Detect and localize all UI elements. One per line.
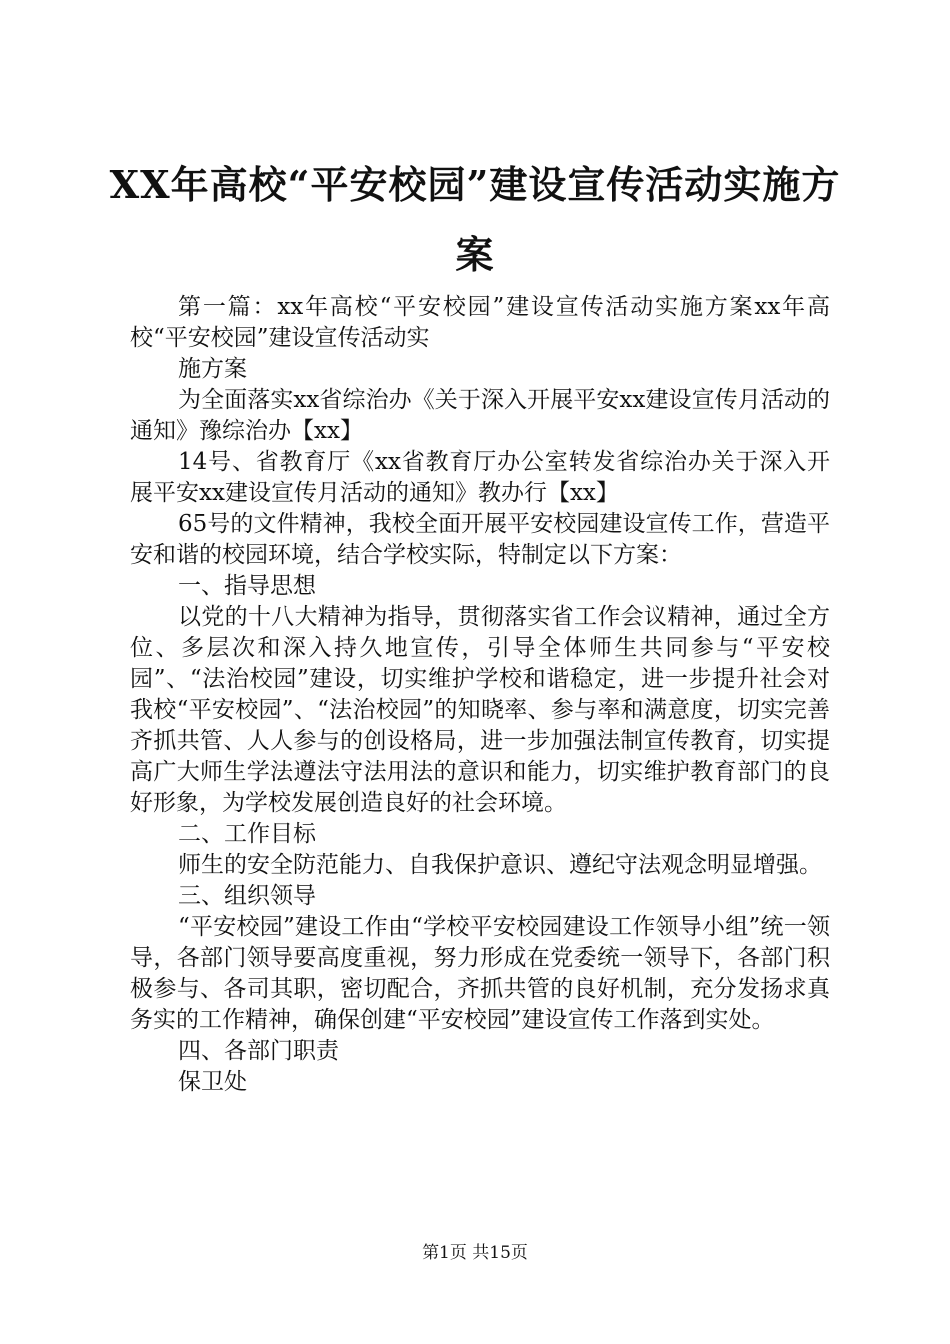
paragraph: 65号的文件精神，我校全面开展平安校园建设宣传工作，营造平安和谐的校园环境，结合学校实际，特制定以下方案： xyxy=(130,511,830,568)
section-heading: 二、工作目标 xyxy=(178,821,316,847)
section-heading: 四、各部门职责 xyxy=(178,1038,339,1064)
paragraph: 师生的安全防范能力、自我保护意识、遵纪守法观念明显增强。 xyxy=(178,852,822,878)
paragraph: 施方案 xyxy=(178,356,247,382)
paragraph: “平安校园”建设工作由“学校平安校园建设工作领导小组”统一领导，各部门领导要高度重视，努力形成在党委统一领导下，各部门积极参与、各司其职，密切配合，齐抓共管的良好机制，充分发扬求真务实的工作精神，确保创建“平安校园”建设宣传工作落到实处。 xyxy=(130,914,830,1033)
page-number: 第1页 共15页 xyxy=(422,1243,528,1263)
paragraph: 以党的十八大精神为指导，贯彻落实省工作会议精神，通过全方位、多层次和深入持久地宣传，引导全体师生共同参与“平安校园”、“法治校园”建设，切实维护学校和谐稳定，进一步提升社会对我校“平安校园”、“法治校园”的知晓率、参与率和满意度，切实完善齐抓共管、人人参与的创设格局，进一步加强法制宣传教育，切实提高广大师生学法遵法守法用法的意识和能力，切实维护教育部门的良好形象，为学校发展创造良好的社会环境。 xyxy=(130,604,830,816)
section-heading: 一、指导思想 xyxy=(178,573,316,599)
document-title: XX年高校“平安校园”建设宣传活动实施方案 xyxy=(109,162,841,277)
paragraph: 14号、省教育厅《xx省教育厅办公室转发省综治办关于深入开展平安xx建设宣传月活动的通知》教办行【xx】 xyxy=(130,449,830,506)
paragraph: 保卫处 xyxy=(178,1069,247,1095)
paragraph: 第一篇：xx年高校“平安校园”建设宣传活动实施方案xx年高校“平安校园”建设宣传活动实 xyxy=(130,294,830,351)
section-heading: 三、组织领导 xyxy=(178,883,316,909)
paragraph: 为全面落实xx省综治办《关于深入开展平安xx建设宣传月活动的通知》豫综治办【xx】 xyxy=(130,387,830,444)
document-body xyxy=(130,292,830,1098)
